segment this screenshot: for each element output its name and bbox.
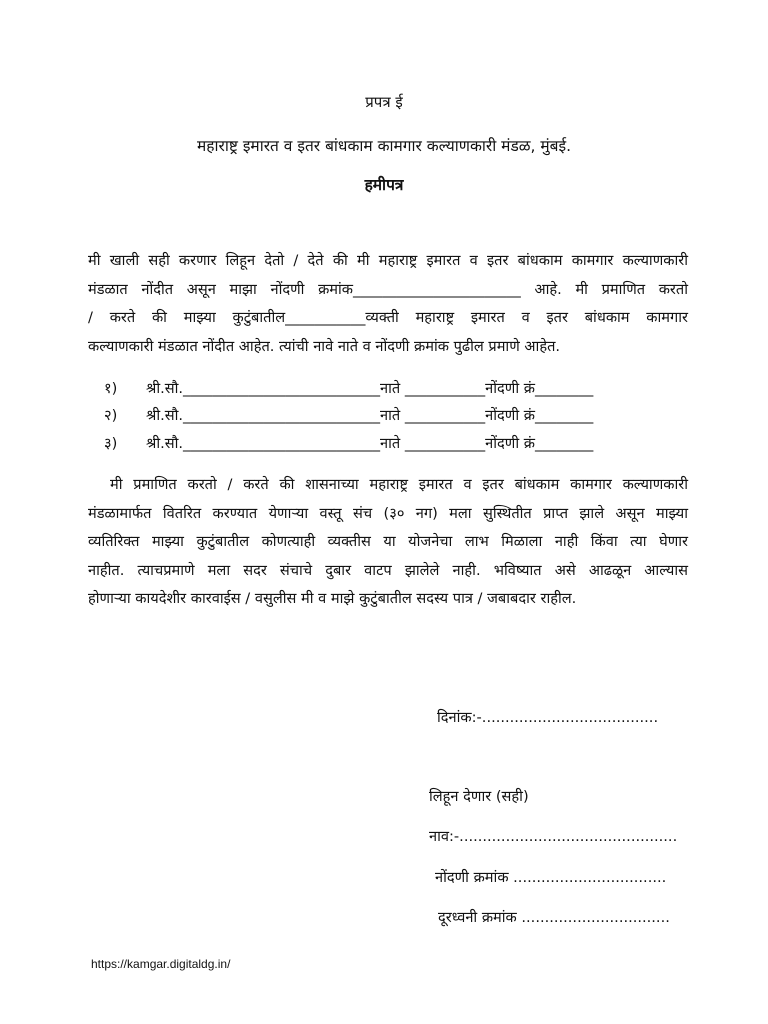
member-details: श्री.सौ.___________________________नाते ___________नोंदणी क्रं________: [146, 435, 594, 452]
paragraph-line: नाहीत. त्याचप्रमाणे मला सदर संचाचे दुबार वाटप झालेले नाही. भविष्यात असे आढळून आल्यास: [88, 561, 688, 579]
member-number: १): [104, 380, 118, 397]
member-row: [104, 378, 593, 398]
footer-url: https://kamgar.digitaldg.in/: [91, 957, 231, 971]
registration-number-field: नोंदणी क्रमांक .................................: [435, 869, 667, 886]
member-row: [104, 405, 593, 425]
document-heading: हमीपत्र: [364, 176, 404, 194]
phone-number-field: दूरध्वनी क्रमांक ................................: [438, 909, 670, 926]
date-field: दिनांक:-......................................: [437, 709, 659, 726]
declaration-paragraph-1: [88, 247, 688, 361]
member-details: श्री.सौ.___________________________नाते ___________नोंदणी क्रं________: [146, 380, 594, 397]
paragraph-line: मी खाली सही करणार लिहून देतो / देते की मी महाराष्ट्र इमारत व इतर बांधकाम कामगार कल्याणकारी: [88, 252, 688, 269]
member-row: [104, 433, 593, 453]
paragraph-line: होणाऱ्या कायदेशीर कारवाईस / वसुलीस मी व माझे कुटुंबातील सदस्य पात्र / जबाबदार राहील.: [88, 590, 577, 607]
member-number: २): [104, 407, 118, 424]
signer-label: लिहून देणार (सही): [429, 788, 529, 805]
paragraph-line: व्यतिरिक्त माझ्या कुटुंबातील कोणत्याही व्यक्तीस या योजनेचा लाभ मिळाला नाही किंवा त्या घेणार: [88, 533, 688, 550]
paragraph-line: मी प्रमाणित करतो / करते की शासनाच्या महाराष्ट्र इमारत व इतर बांधकाम कामगार कल्याणकारी: [110, 476, 688, 493]
board-name: महाराष्ट्र इमारत व इतर बांधकाम कामगार कल्याणकारी मंडळ, मुंबई.: [196, 137, 572, 155]
member-details: श्री.सौ.___________________________नाते ___________नोंदणी क्रं________: [146, 407, 594, 424]
form-id: प्रपत्र ई: [365, 93, 403, 111]
paragraph-line: / करते की माझ्या कुटुंबातील___________व्यक्ती महाराष्ट्र इमारत व इतर बांधकाम कामगार: [88, 309, 688, 326]
paragraph-line: मंडळामार्फत वितरित करण्यात येणाऱ्या वस्तू संच (३० नग) मला सुस्थितीत प्राप्त झाले असून माझ्या: [88, 504, 688, 522]
name-field: नाव:-...............................................: [429, 828, 678, 845]
paragraph-line: मंडळात नोंदीत असून माझा नोंदणी क्रमांक_______________________ आहे. मी प्रमाणित करतो: [88, 280, 688, 298]
paragraph-line: कल्याणकारी मंडळात नोंदीत आहेत. त्यांची नावे नाते व नोंदणी क्रमांक पुढील प्रमाणे आहेत.: [88, 337, 561, 355]
member-number: ३): [104, 435, 118, 452]
declaration-paragraph-2: [88, 471, 688, 614]
